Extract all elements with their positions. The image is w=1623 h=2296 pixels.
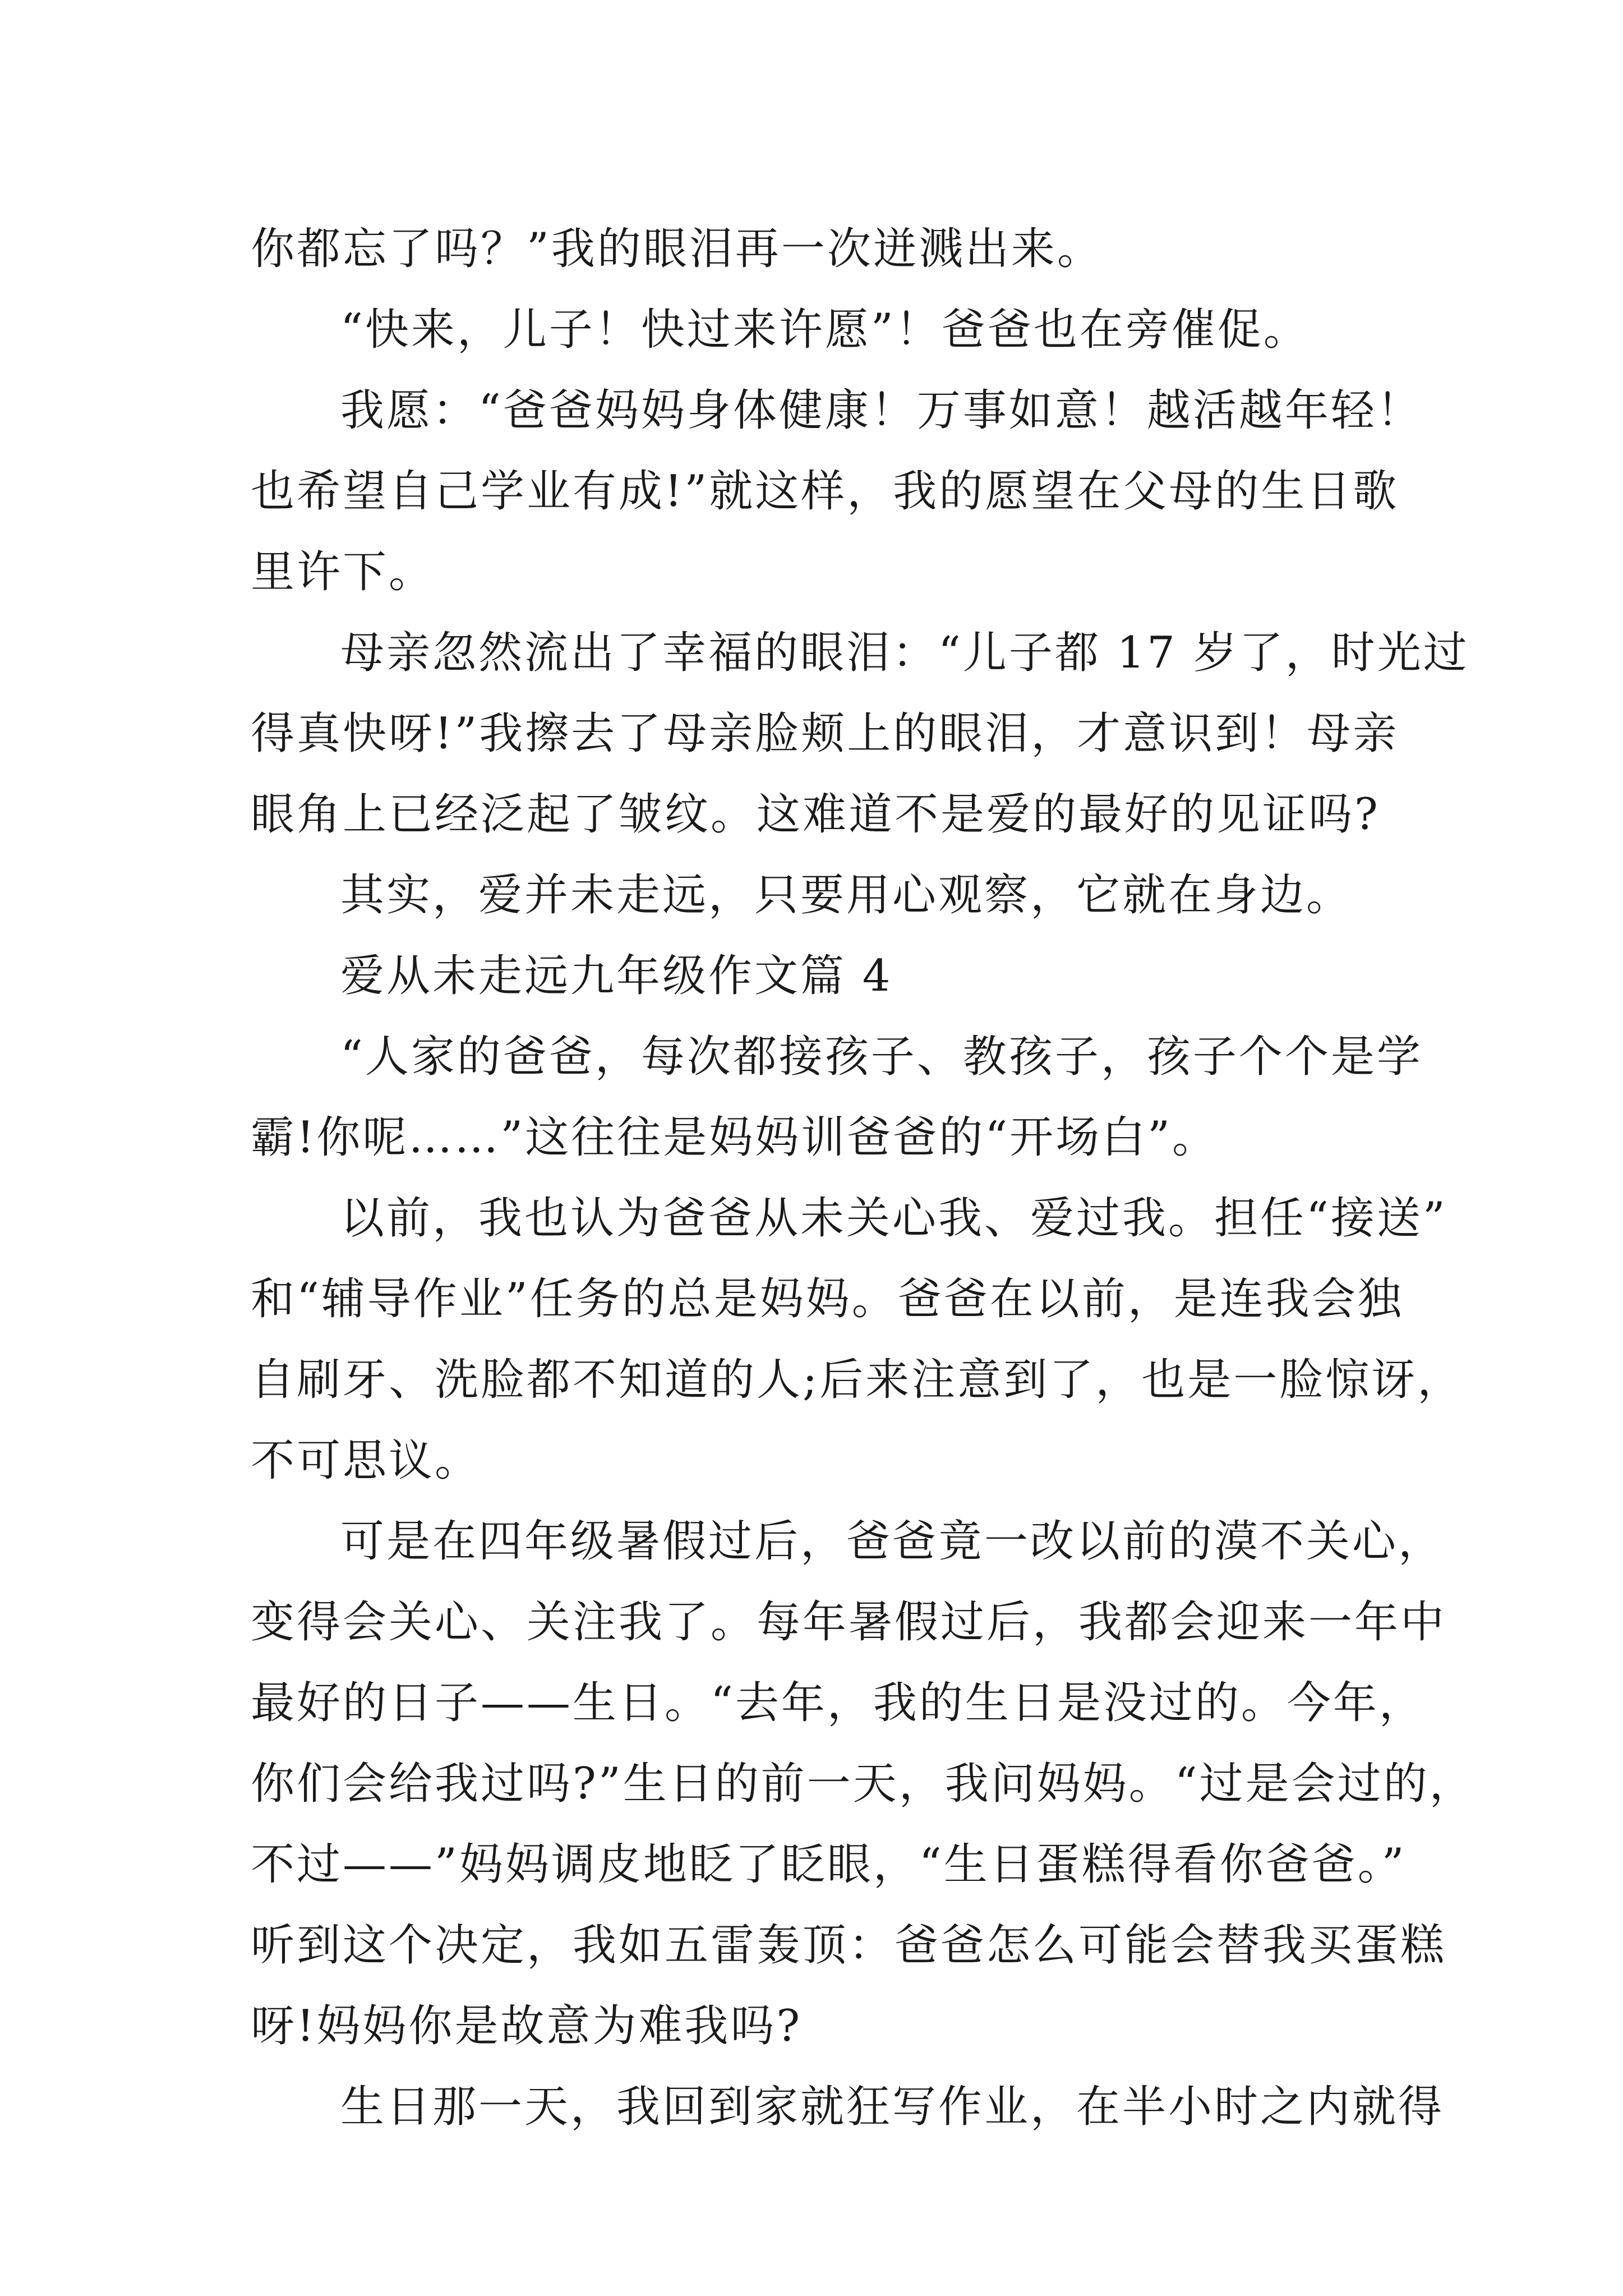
text-line: 呀!妈妈你是故意为难我吗?: [251, 2001, 803, 2051]
text-line: 变得会关心、关注我了。每年暑假过后，我都会迎来一年中: [251, 1597, 1447, 1648]
text-line: 爱从未走远九年级作文篇 4: [340, 951, 893, 1001]
text-line: 可是在四年级暑假过后，爸爸竟一改以前的漠不关心，: [340, 1516, 1445, 1567]
text-line: 我愿：“爸爸妈妈身体健康！万事如意！越活越年轻！: [340, 385, 1423, 436]
text-line: 里许下。: [251, 547, 435, 597]
text-line: 生日那一天，我回到家就狂写作业，在半小时之内就得: [340, 2082, 1445, 2132]
text-line: 眼角上已经泛起了皱纹。这难道不是爱的最好的见证吗?: [251, 789, 1380, 840]
text-line: 霸!你呢……”这往往是妈妈训爸爸的“开场白”。: [251, 1112, 1218, 1163]
text-line: 最好的日子——生日。“去年，我的生日是没过的。今年，: [251, 1678, 1425, 1728]
text-line: 也希望自己学业有成!”就这样，我的愿望在父母的生日歌: [251, 466, 1399, 517]
text-line: 得真快呀!”我擦去了母亲脸颊上的眼泪，才意识到！母亲: [251, 708, 1399, 759]
body-text: [251, 209, 1476, 2147]
text-line: “人家的爸爸，每次都接孩子、教孩子，孩子个个是学: [340, 1032, 1423, 1082]
text-line: 不过——”妈妈调皮地眨了眨眼，“生日蛋糕得看你爸爸。”: [251, 1839, 1407, 1890]
text-line: 以前，我也认为爸爸从未关心我、爱过我。担任“接送”: [340, 1193, 1447, 1244]
text-line: 其实，爱并未走远，只要用心观察，它就在身边。: [340, 870, 1353, 921]
text-line: 听到这个决定，我如五雷轰顶：爸爸怎么可能会替我买蛋糕: [251, 1920, 1447, 1971]
text-line: 母亲忽然流出了幸福的眼泪：“儿子都 17 岁了，时光过: [340, 628, 1469, 678]
text-line: “快来，儿子！快过来许愿”！爸爸也在旁催促。: [340, 305, 1310, 355]
text-line: 和“辅导作业”任务的总是妈妈。爸爸在以前，是连我会独: [251, 1274, 1404, 1324]
text-line: 不可思议。: [251, 1435, 481, 1486]
text-line: 自刷牙、洗脸都不知道的人;后来注意到了，也是一脸惊讶，: [251, 1355, 1464, 1405]
text-line: 你都忘了吗？”我的眼泪再一次迸溅出来。: [251, 224, 1103, 274]
text-line: 你们会给我过吗?”生日的前一天，我问妈妈。“过是会过的，: [251, 1759, 1476, 1809]
